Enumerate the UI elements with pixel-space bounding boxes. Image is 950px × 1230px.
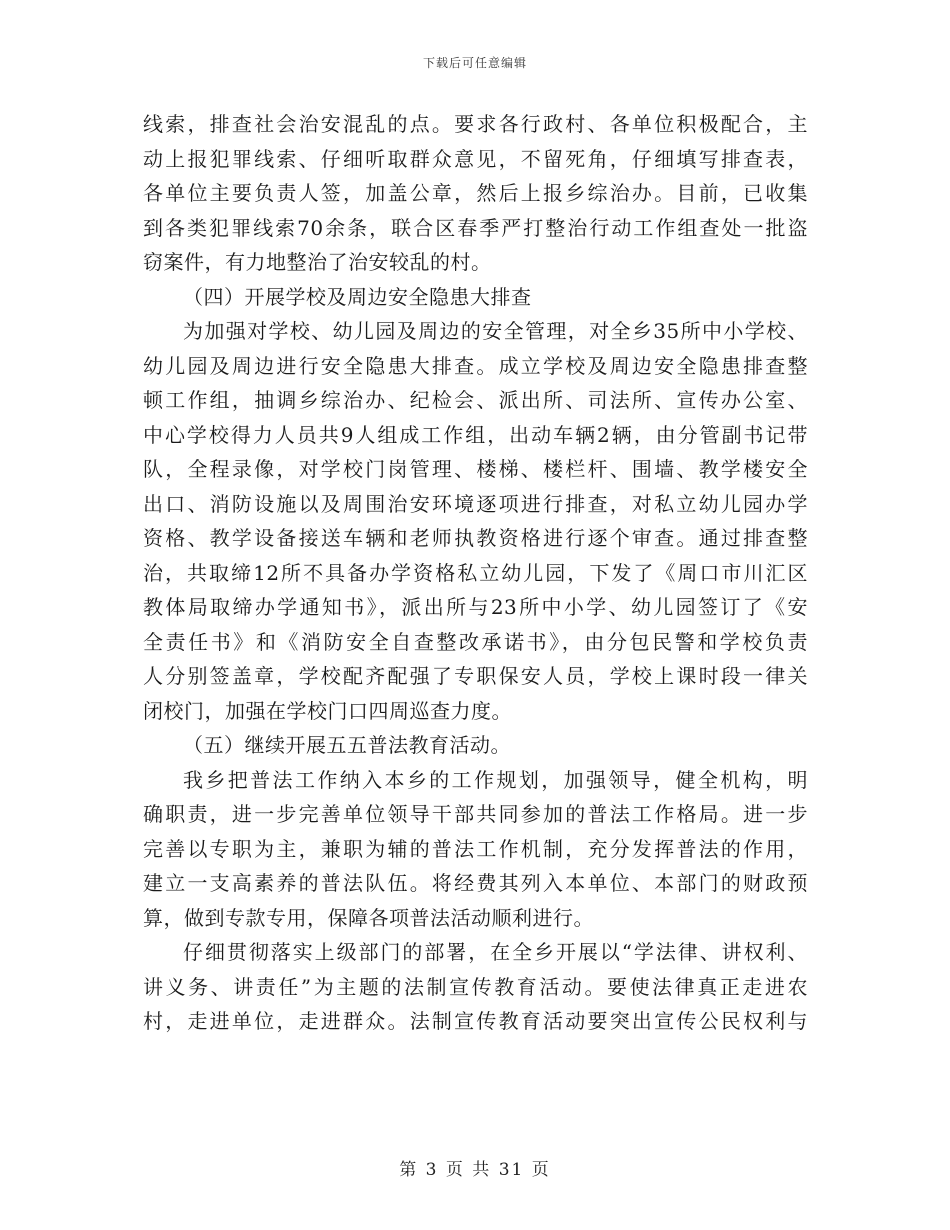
text-line: 到各类犯罪线索70余条，联合区春季严打整治行动工作组查处一批盗 [143,215,808,240]
text-line: 讲义务、讲责任”为主题的法制宣传教育活动。要使法律真正走进农 [143,974,808,999]
text-line: 资格、教学设备接送车辆和老师执教资格进行逐个审查。通过排查整 [143,526,808,550]
text-line: 完善以专职为主，兼职为辅的普法工作机制，充分发挥普法的作用， [143,836,808,861]
text-line: 窃案件，有力地整治了治安较乱的村。 [143,250,492,274]
text-line: 出口、消防设施以及周围治安环境逐项进行排查，对私立幼儿园办学 [143,491,808,516]
text-line: 村，走进单位，走进群众。法制宣传教育活动要突出宣传公民权利与 [143,1009,808,1033]
text-line: 仔细贯彻落实上级部门的部署，在全乡开展以“学法律、讲权利、 [183,940,808,964]
text-line: 我乡把普法工作纳入本乡的工作规划，加强领导，健全机构，明 [183,767,808,792]
text-line: 动上报犯罪线索、仔细听取群众意见，不留死角，仔细填写排查表， [143,146,808,171]
text-line: 幼儿园及周边进行安全隐患大排查。成立学校及周边安全隐患排查整 [143,353,808,378]
text-line: 治，共取缔12所不具备办学资格私立幼儿园，下发了《周口市川汇区 [143,560,808,585]
text-line: 闭校门，加强在学校门口四周巡查力度。 [143,698,512,723]
text-line: 人分别签盖章，学校配齐配强了专职保安人员，学校上课时段一律关 [143,664,808,688]
section-heading: （五）继续开展五五普法教育活动。 [183,733,511,757]
page-number-footer: 第 3 页 共 31 页 [399,1160,551,1180]
text-line: 建立一支高素养的普法队伍。将经费其列入本单位、本部门的财政预 [143,871,808,895]
text-line: 教体局取缔办学通知书》，派出所与23所中小学、幼儿园签订了《安 [143,595,808,619]
page-header-note: 下载后可任意编辑 [422,56,527,70]
text-line: 各单位主要负责人签，加盖公章，然后上报乡综治办。目前，已收集 [143,181,808,205]
text-line: 为加强对学校、幼儿园及周边的安全管理，对全乡35所中小学校、 [183,319,808,343]
text-line: 中心学校得力人员共9人组成工作组，出动车辆2辆，由分管副书记带 [143,422,808,447]
text-line: 算，做到专款专用，保障各项普法活动顺利进行。 [143,905,594,930]
text-line: 队，全程录像，对学校门岗管理、楼梯、楼栏杆、围墙、教学楼安全 [143,457,808,481]
section-heading: （四）开展学校及周边安全隐患大排查 [183,284,532,309]
text-line: 确职责，进一步完善单位领导干部共同参加的普法工作格局。进一步 [143,802,808,826]
text-line: 顿工作组，抽调乡综治办、纪检会、派出所、司法所、宣传办公室、 [143,388,808,412]
document-body [143,107,808,1039]
text-line: 全责任书》和《消防安全自查整改承诺书》，由分包民警和学校负责 [143,629,808,654]
text-line: 线索，排查社会治安混乱的点。要求各行政村、各单位积极配合，主 [143,112,808,136]
